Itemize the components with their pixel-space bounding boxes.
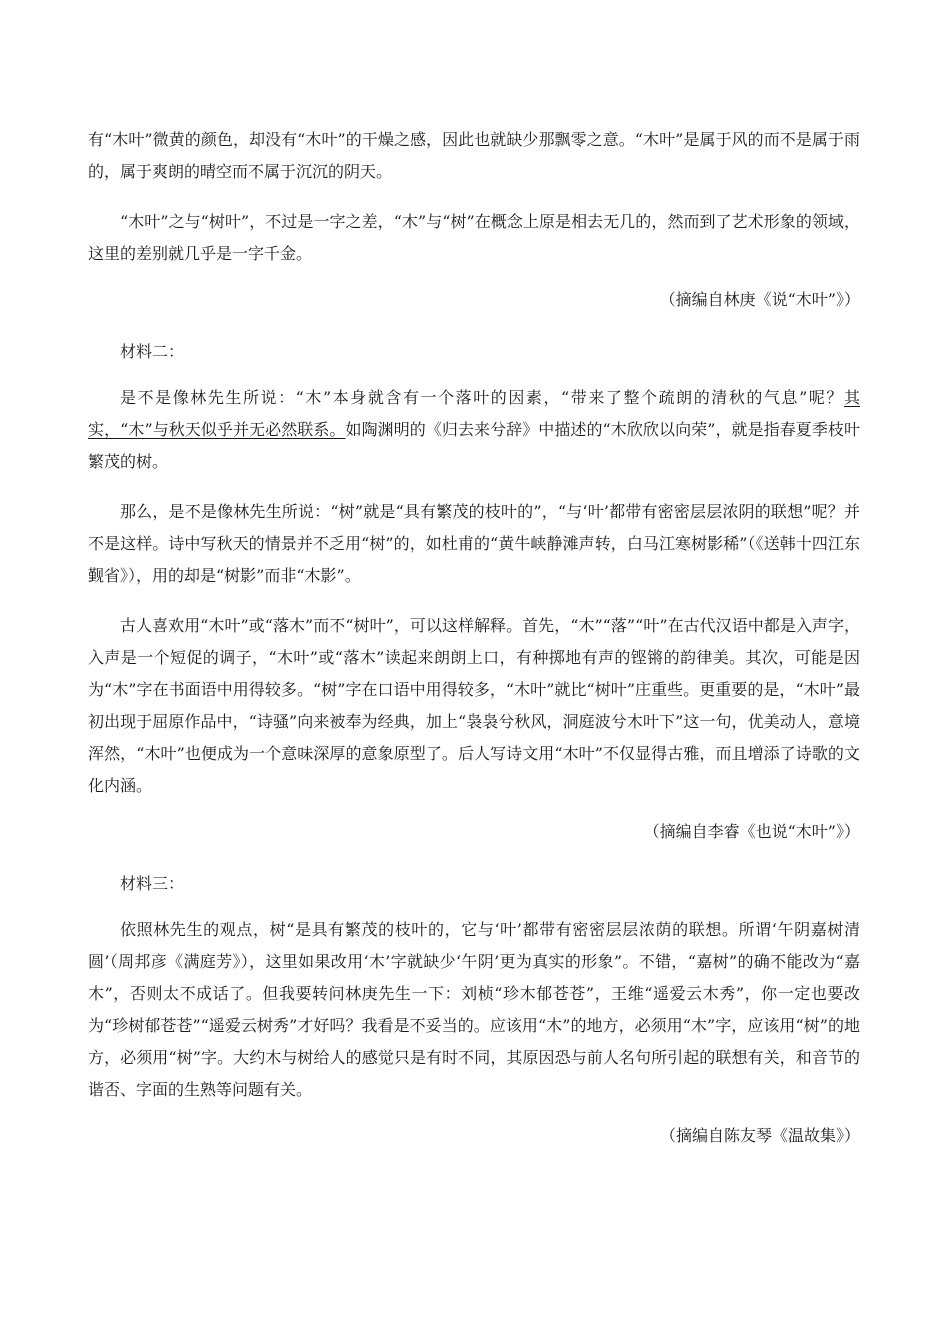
article-body bbox=[88, 124, 860, 1172]
text-span: 如陶渊明的《归去来兮辞》中描述的“木欣欣以向荣”，就是指春夏季枝叶繁茂的树。 bbox=[88, 420, 860, 471]
paragraph-continuation: 有“木叶”微黄的颜色，却没有“木叶”的干燥之感，因此也就缺少那飘零之意。“木叶”是属于风的而不是属于雨的，属于爽朗的晴空而不属于沉沉的阴天。 bbox=[88, 130, 860, 181]
text-span: 是不是像林先生所说：“木”本身就含有一个落叶的因素，“带来了整个疏朗的清秋的气息”呢？ bbox=[120, 388, 844, 407]
source-citation: （摘编自林庚《说“木叶”》） bbox=[659, 290, 860, 309]
material-two-label: 材料二： bbox=[120, 342, 185, 361]
paragraph: 那么，是不是像林先生所说：“树”就是“具有繁茂的枝叶的”，“与‘叶’都带有密密层层浓阴的联想”呢？并不是这样。诗中写秋天的情景并不乏用“树”的，如杜甫的“黄牛峡静滩声转，白马江寒树影稀”（《送韩十四江东觐省》），用的却是“树影”而非“木影”。 bbox=[88, 502, 860, 585]
paragraph: “木叶”之与“树叶”，不过是一字之差，“木”与“树”在概念上原是相去无几的，然而到了艺术形象的领域，这里的差别就几乎是一字千金。 bbox=[88, 212, 860, 263]
paragraph bbox=[88, 382, 860, 478]
paragraph: 古人喜欢用“木叶”或“落木”而不“树叶”，可以这样解释。首先，“木”“落”“叶”在古代汉语中都是入声字，入声是一个短促的调子，“木叶”或“落木”读起来朗朗上口，有种掷地有声的铿锵的韵律美。其次，可能是因为“木”字在书面语中用得较多。“树”字在口语中用得较多，“木叶”就比“树叶”庄重些。更重要的是，“木叶”最初出现于屈原作品中，“诗骚”向来被奉为经典，加上“袅袅兮秋风，洞庭波兮木叶下”这一句，优美动人，意境浑然，“木叶”也便成为一个意味深厚的意象原型了。后人写诗文用“木叶”不仅显得古雅，而且增添了诗歌的文化内涵。 bbox=[88, 616, 860, 795]
underlined-sentence: 其实，“木”与秋天似乎并无必然联系。 bbox=[88, 388, 860, 439]
material-three-label: 材料三： bbox=[120, 874, 185, 893]
source-citation: （摘编自陈友琴《温故集》） bbox=[659, 1126, 860, 1145]
paragraph: 依照林先生的观点，树“是具有繁茂的枝叶的，它与‘叶’都带有密密层层浓荫的联想。所谓‘午阴嘉树清圆’（周邦彦《满庭芳》），这里如果改用‘木’字就缺少‘午阴’更为真实的形象”。不错，“嘉树”的确不能改为“嘉木”，否则太不成话了。但我要转问林庚先生一下：刘桢“珍木郁苍苍”，王维“遥爱云木秀”，你一定也要改为“珍树郁苍苍”“遥爱云树秀”才好吗？我看是不妥当的。应该用“木”的地方，必须用“木”字，应该用“树”的地方，必须用“树”字。大约木与树给人的感觉只是有时不同，其原因恐与前人名句所引起的联想有关，和音节的谐否、字面的生熟等问题有关。 bbox=[88, 920, 860, 1099]
source-citation: （摘编自李睿《也说“木叶”》） bbox=[643, 822, 860, 841]
